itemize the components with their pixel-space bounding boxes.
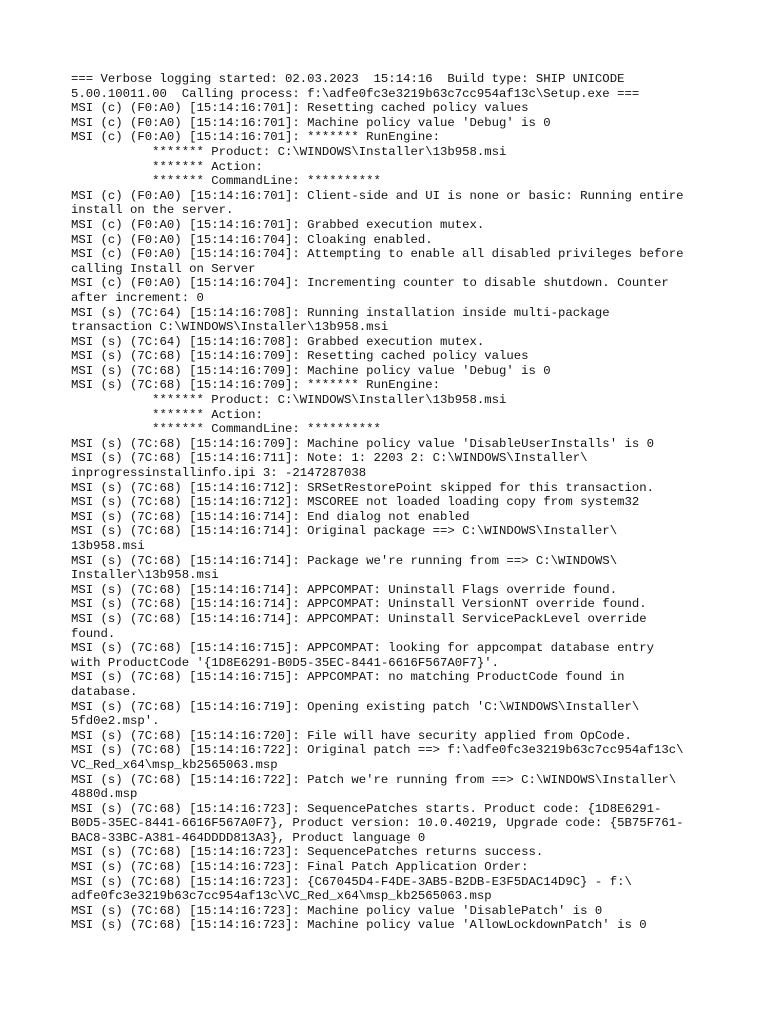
log-line: MSI (s) (7C:68) [15:14:16:714]: APPCOMPAT: Uninstall VersionNT override found. [71,597,647,612]
log-line: 5fd0e2.msp'. [71,714,160,729]
log-line: MSI (s) (7C:68) [15:14:16:723]: Final Patch Application Order: [71,860,529,875]
log-line: inprogressinstallinfo.ipi 3: -2147287038 [71,466,367,481]
log-line: database. [71,684,138,699]
log-line: MSI (c) (F0:A0) [15:14:16:704]: Attempting to enable all disabled privileges before [71,247,684,262]
log-line: 13b958.msi [71,539,145,553]
log-line: MSI (s) (7C:68) [15:14:16:714]: Original package ==> C:\WINDOWS\Installer\ [71,524,618,539]
log-line: MSI (s) (7C:68) [15:14:16:709]: Machine policy value 'DisableUserInstalls' is 0 [71,436,654,451]
log-line: MSI (s) (7C:68) [15:14:16:711]: Note: 1: 2203 2: C:\WINDOWS\Installer\ [71,451,588,466]
log-line: MSI (c) (F0:A0) [15:14:16:704]: Cloaking enabled. [71,232,433,247]
log-line: adfe0fc3e3219b63c7cc954af13c\VC_Red_x64\msp_kb2565063.msp [71,889,492,904]
log-line: MSI (s) (7C:68) [15:14:16:723]: Machine policy value 'AllowLockdownPatch' is 0 [71,918,647,933]
log-line: calling Install on Server [71,261,256,276]
log-line: ******* CommandLine: ********** [71,422,381,437]
log-line: MSI (s) (7C:68) [15:14:16:720]: File will have security applied from OpCode. [71,728,632,743]
log-line: MSI (s) (7C:68) [15:14:16:723]: SequencePatches starts. Product code: {1D8E6291- [71,801,662,816]
log-line: MSI (s) (7C:68) [15:14:16:712]: SRSetRestorePoint skipped for this transaction. [71,480,654,495]
log-line: MSI (s) (7C:68) [15:14:16:722]: Patch we're running from ==> C:\WINDOWS\Installer\ [71,772,677,787]
log-line: MSI (c) (F0:A0) [15:14:16:701]: Machine policy value 'Debug' is 0 [71,115,551,130]
log-line: MSI (s) (7C:68) [15:14:16:709]: Machine policy value 'Debug' is 0 [71,363,551,378]
log-line: MSI (s) (7C:68) [15:14:16:723]: SequencePatches returns success. [71,845,544,860]
log-line: MSI (s) (7C:68) [15:14:16:714]: End dialog not enabled [71,509,470,524]
log-line: ******* CommandLine: ********** [71,174,381,189]
log-line: MSI (s) (7C:64) [15:14:16:708]: Running installation inside multi-package [71,305,610,320]
log-line: MSI (s) (7C:68) [15:14:16:714]: APPCOMPAT: Uninstall ServicePackLevel override [71,611,647,626]
log-line: ******* Product: C:\WINDOWS\Installer\13b958.msi [71,393,507,408]
log-line: MSI (s) (7C:68) [15:14:16:715]: APPCOMPAT: looking for appcompat database entry [71,641,654,656]
log-line: after increment: 0 [71,290,204,305]
log-line: Installer\13b958.msi [71,568,219,583]
log-line: MSI (s) (7C:68) [15:14:16:719]: Opening existing patch 'C:\WINDOWS\Installer\ [71,699,640,714]
log-line: VC_Red_x64\msp_kb2565063.msp [71,757,278,772]
log-line: BAC8-33BC-A381-464DDDD813A3}, Product language 0 [71,830,426,845]
log-line: transaction C:\WINDOWS\Installer\13b958.msi [71,320,389,335]
log-line: MSI (s) (7C:68) [15:14:16:712]: MSCOREE not loaded loading copy from system32 [71,495,640,510]
log-line: MSI (c) (F0:A0) [15:14:16:701]: ******* RunEngine: [71,130,440,145]
log-line: B0D5-35EC-8441-6616F567A0F7}, Product version: 10.0.40219, Upgrade code: {5B75F761- [71,816,684,831]
log-line: 5.00.10011.00 Calling process: f:\adfe0fc3e3219b63c7cc954af13c\Setup.exe === [71,86,640,101]
log-line: MSI (s) (7C:68) [15:14:16:723]: {C67045D4-F4DE-3AB5-B2DB-E3F5DAC14D9C} - f:\ [71,874,632,889]
log-line: MSI (s) (7C:68) [15:14:16:709]: Resetting cached policy values [71,349,529,364]
log-line: MSI (s) (7C:64) [15:14:16:708]: Grabbed execution mutex. [71,334,485,349]
log-line: ******* Action: [71,407,263,422]
log-line: found. [71,626,116,641]
log-line: MSI (c) (F0:A0) [15:14:16:704]: Incrementing counter to disable shutdown. Counter [71,276,669,291]
log-line: MSI (s) (7C:68) [15:14:16:723]: Machine policy value 'DisablePatch' is 0 [71,903,603,918]
log-line: ******* Action: [71,159,263,174]
log-line: MSI (s) (7C:68) [15:14:16:714]: APPCOMPAT: Uninstall Flags override found. [71,582,618,597]
log-line: install on the server. [71,203,234,218]
log-line: ******* Product: C:\WINDOWS\Installer\13b958.msi [71,144,507,159]
log-line: MSI (s) (7C:68) [15:14:16:722]: Original patch ==> f:\adfe0fc3e3219b63c7cc954af13c\ [71,743,684,758]
log-line: MSI (s) (7C:68) [15:14:16:714]: Package we're running from ==> C:\WINDOWS\ [71,553,618,568]
log-line: MSI (s) (7C:68) [15:14:16:715]: APPCOMPAT: no matching ProductCode found in [71,670,625,685]
log-line: MSI (c) (F0:A0) [15:14:16:701]: Resetting cached policy values [71,101,529,116]
log-line: MSI (c) (F0:A0) [15:14:16:701]: Client-side and UI is none or basic: Running entire [71,188,684,203]
log-line: MSI (c) (F0:A0) [15:14:16:701]: Grabbed execution mutex. [71,217,485,232]
log-line: MSI (s) (7C:68) [15:14:16:709]: ******* RunEngine: [71,378,440,393]
log-line: === Verbose logging started: 02.03.2023 15:14:16 Build type: SHIP UNICODE [71,72,625,86]
log-line: 4880d.msp [71,787,138,802]
log-line: with ProductCode '{1D8E6291-B0D5-35EC-8441-6616F567A0F7}'. [71,655,500,670]
log-text-body [71,72,711,933]
